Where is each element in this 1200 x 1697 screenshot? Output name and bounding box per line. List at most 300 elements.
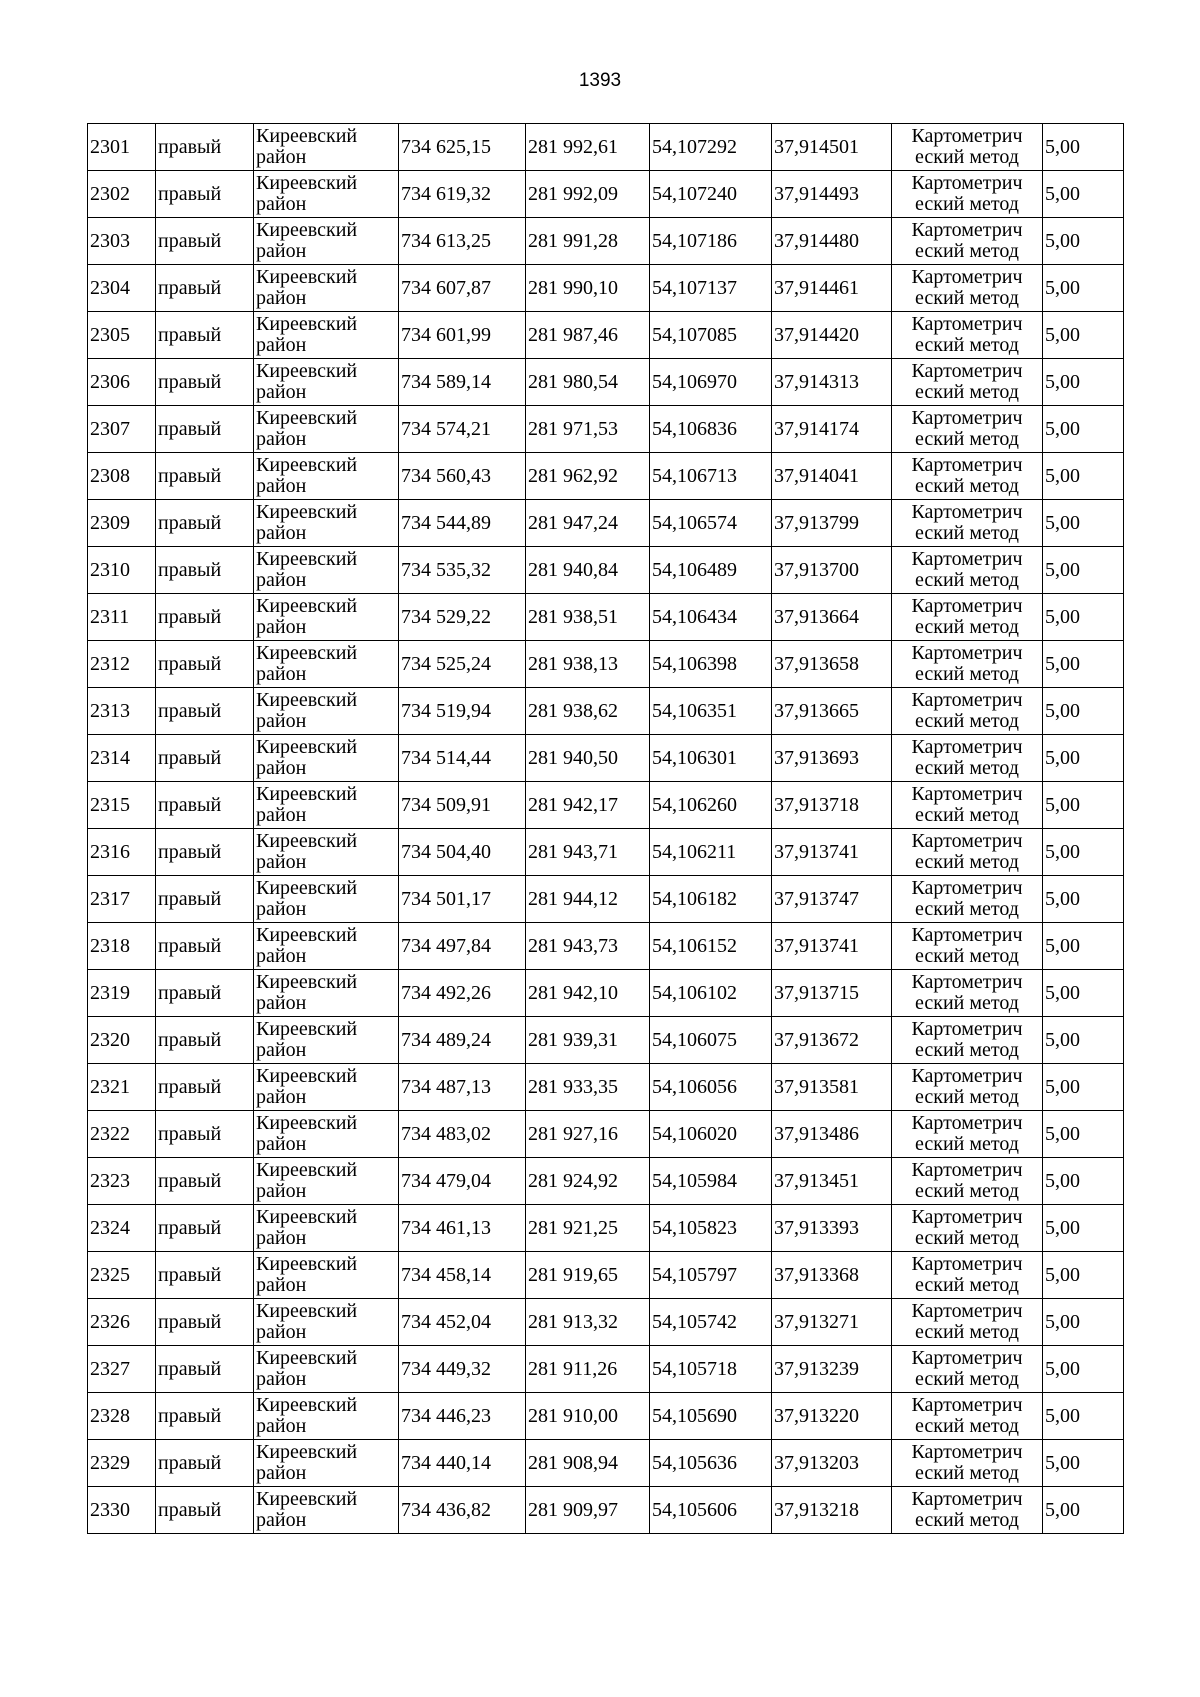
cell-point-number: 2307 [88, 406, 156, 453]
method-line-1: Картометрич [911, 595, 1023, 617]
district-line-2: район [256, 381, 307, 403]
cell-method [892, 829, 1043, 876]
cell-accuracy: 5,00 [1043, 1205, 1124, 1252]
cell-x-coordinate: 734 440,14 [399, 1440, 526, 1487]
table-row [88, 782, 1124, 829]
method-line-1: Картометрич [911, 313, 1023, 335]
method-line-1: Картометрич [911, 1394, 1023, 1416]
cell-point-number: 2303 [88, 218, 156, 265]
cell-latitude: 54,107292 [650, 124, 772, 171]
cell-district [254, 406, 399, 453]
cell-latitude: 54,106260 [650, 782, 772, 829]
method-line-2: еский метод [915, 992, 1019, 1014]
cell-x-coordinate: 734 544,89 [399, 500, 526, 547]
cell-accuracy: 5,00 [1043, 1346, 1124, 1393]
table-row [88, 876, 1124, 923]
cell-longitude: 37,914461 [772, 265, 892, 312]
cell-side: правый [156, 688, 254, 735]
cell-y-coordinate: 281 992,09 [526, 171, 650, 218]
cell-y-coordinate: 281 943,71 [526, 829, 650, 876]
district-line-1: Киреевский [256, 830, 358, 852]
district-line-2: район [256, 992, 307, 1014]
cell-method [892, 1393, 1043, 1440]
district-line-2: район [256, 663, 307, 685]
district-line-2: район [256, 1133, 307, 1155]
cell-method [892, 1440, 1043, 1487]
cell-accuracy: 5,00 [1043, 547, 1124, 594]
method-line-2: еский метод [915, 1274, 1019, 1296]
cell-longitude: 37,913718 [772, 782, 892, 829]
cell-latitude: 54,105606 [650, 1487, 772, 1534]
district-line-1: Киреевский [256, 266, 358, 288]
method-line-2: еский метод [915, 1227, 1019, 1249]
cell-accuracy: 5,00 [1043, 735, 1124, 782]
district-line-1: Киреевский [256, 595, 358, 617]
cell-y-coordinate: 281 943,73 [526, 923, 650, 970]
cell-method [892, 1064, 1043, 1111]
cell-longitude: 37,913664 [772, 594, 892, 641]
cell-longitude: 37,913368 [772, 1252, 892, 1299]
cell-longitude: 37,913741 [772, 829, 892, 876]
district-line-2: район [256, 569, 307, 591]
district-line-1: Киреевский [256, 1206, 358, 1228]
cell-district [254, 1205, 399, 1252]
district-line-1: Киреевский [256, 689, 358, 711]
cell-district [254, 1487, 399, 1534]
cell-method [892, 1205, 1043, 1252]
method-line-2: еский метод [915, 1039, 1019, 1061]
table-row [88, 1393, 1124, 1440]
cell-district [254, 970, 399, 1017]
cell-x-coordinate: 734 452,04 [399, 1299, 526, 1346]
cell-side: правый [156, 1111, 254, 1158]
page-number: 1393 [578, 70, 622, 91]
table-row [88, 594, 1124, 641]
cell-x-coordinate: 734 501,17 [399, 876, 526, 923]
cell-accuracy: 5,00 [1043, 970, 1124, 1017]
district-line-1: Киреевский [256, 1112, 358, 1134]
cell-y-coordinate: 281 980,54 [526, 359, 650, 406]
cell-point-number: 2301 [88, 124, 156, 171]
cell-district [254, 265, 399, 312]
cell-side: правый [156, 1440, 254, 1487]
method-line-1: Картометрич [911, 971, 1023, 993]
table-row [88, 312, 1124, 359]
cell-point-number: 2306 [88, 359, 156, 406]
district-line-2: район [256, 616, 307, 638]
method-line-1: Картометрич [911, 783, 1023, 805]
cell-x-coordinate: 734 479,04 [399, 1158, 526, 1205]
cell-longitude: 37,914041 [772, 453, 892, 500]
district-line-2: район [256, 710, 307, 732]
cell-method [892, 359, 1043, 406]
cell-y-coordinate: 281 927,16 [526, 1111, 650, 1158]
cell-side: правый [156, 1158, 254, 1205]
district-line-1: Киреевский [256, 219, 358, 241]
cell-district [254, 218, 399, 265]
cell-accuracy: 5,00 [1043, 594, 1124, 641]
cell-x-coordinate: 734 509,91 [399, 782, 526, 829]
cell-x-coordinate: 734 436,82 [399, 1487, 526, 1534]
cell-district [254, 876, 399, 923]
cell-y-coordinate: 281 940,50 [526, 735, 650, 782]
cell-district [254, 1393, 399, 1440]
cell-side: правый [156, 1299, 254, 1346]
district-line-2: район [256, 522, 307, 544]
method-line-2: еский метод [915, 898, 1019, 920]
cell-method [892, 970, 1043, 1017]
cell-method [892, 124, 1043, 171]
cell-latitude: 54,105636 [650, 1440, 772, 1487]
cell-latitude: 54,105742 [650, 1299, 772, 1346]
cell-accuracy: 5,00 [1043, 688, 1124, 735]
cell-latitude: 54,106301 [650, 735, 772, 782]
cell-side: правый [156, 782, 254, 829]
cell-latitude: 54,105718 [650, 1346, 772, 1393]
cell-x-coordinate: 734 492,26 [399, 970, 526, 1017]
cell-point-number: 2313 [88, 688, 156, 735]
cell-point-number: 2324 [88, 1205, 156, 1252]
cell-x-coordinate: 734 504,40 [399, 829, 526, 876]
method-line-2: еский метод [915, 1180, 1019, 1202]
cell-longitude: 37,913693 [772, 735, 892, 782]
cell-district [254, 1299, 399, 1346]
cell-accuracy: 5,00 [1043, 1252, 1124, 1299]
district-line-1: Киреевский [256, 1159, 358, 1181]
district-line-2: район [256, 1368, 307, 1390]
cell-accuracy: 5,00 [1043, 1064, 1124, 1111]
cell-longitude: 37,913799 [772, 500, 892, 547]
cell-x-coordinate: 734 607,87 [399, 265, 526, 312]
cell-accuracy: 5,00 [1043, 1158, 1124, 1205]
cell-y-coordinate: 281 991,28 [526, 218, 650, 265]
table-row [88, 1440, 1124, 1487]
cell-district [254, 1158, 399, 1205]
cell-latitude: 54,106351 [650, 688, 772, 735]
cell-x-coordinate: 734 529,22 [399, 594, 526, 641]
method-line-1: Картометрич [911, 548, 1023, 570]
cell-district [254, 782, 399, 829]
cell-latitude: 54,107186 [650, 218, 772, 265]
district-line-2: район [256, 1321, 307, 1343]
cell-x-coordinate: 734 525,24 [399, 641, 526, 688]
cell-accuracy: 5,00 [1043, 1017, 1124, 1064]
cell-method [892, 1158, 1043, 1205]
cell-side: правый [156, 829, 254, 876]
cell-x-coordinate: 734 601,99 [399, 312, 526, 359]
district-line-2: район [256, 1509, 307, 1531]
district-line-2: район [256, 757, 307, 779]
cell-longitude: 37,913486 [772, 1111, 892, 1158]
cell-latitude: 54,106713 [650, 453, 772, 500]
district-line-1: Киреевский [256, 548, 358, 570]
method-line-2: еский метод [915, 428, 1019, 450]
cell-longitude: 37,913271 [772, 1299, 892, 1346]
table-body [88, 124, 1124, 1534]
cell-latitude: 54,105984 [650, 1158, 772, 1205]
cell-latitude: 54,105823 [650, 1205, 772, 1252]
cell-accuracy: 5,00 [1043, 641, 1124, 688]
cell-accuracy: 5,00 [1043, 1111, 1124, 1158]
table-row [88, 1205, 1124, 1252]
cell-longitude: 37,913715 [772, 970, 892, 1017]
cell-latitude: 54,106489 [650, 547, 772, 594]
cell-district [254, 1346, 399, 1393]
cell-side: правый [156, 1487, 254, 1534]
method-line-1: Картометрич [911, 1112, 1023, 1134]
cell-latitude: 54,105690 [650, 1393, 772, 1440]
cell-side: правый [156, 594, 254, 641]
cell-point-number: 2305 [88, 312, 156, 359]
cell-y-coordinate: 281 987,46 [526, 312, 650, 359]
table-row [88, 500, 1124, 547]
cell-y-coordinate: 281 971,53 [526, 406, 650, 453]
district-line-1: Киреевский [256, 407, 358, 429]
cell-side: правый [156, 1205, 254, 1252]
cell-side: правый [156, 453, 254, 500]
method-line-2: еский метод [915, 945, 1019, 967]
cell-method [892, 688, 1043, 735]
cell-longitude: 37,914174 [772, 406, 892, 453]
method-line-1: Картометрич [911, 877, 1023, 899]
cell-district [254, 453, 399, 500]
cell-district [254, 641, 399, 688]
cell-side: правый [156, 1064, 254, 1111]
cell-longitude: 37,913218 [772, 1487, 892, 1534]
district-line-1: Киреевский [256, 736, 358, 758]
district-line-1: Киреевский [256, 1394, 358, 1416]
cell-point-number: 2317 [88, 876, 156, 923]
district-line-1: Киреевский [256, 1065, 358, 1087]
cell-district [254, 735, 399, 782]
method-line-1: Картометрич [911, 407, 1023, 429]
method-line-2: еский метод [915, 851, 1019, 873]
district-line-2: район [256, 945, 307, 967]
cell-side: правый [156, 500, 254, 547]
cell-longitude: 37,913747 [772, 876, 892, 923]
cell-side: правый [156, 735, 254, 782]
cell-longitude: 37,913581 [772, 1064, 892, 1111]
cell-side: правый [156, 970, 254, 1017]
district-line-2: район [256, 1415, 307, 1437]
cell-x-coordinate: 734 514,44 [399, 735, 526, 782]
cell-method [892, 594, 1043, 641]
cell-point-number: 2325 [88, 1252, 156, 1299]
cell-latitude: 54,106056 [650, 1064, 772, 1111]
district-line-1: Киреевский [256, 360, 358, 382]
cell-district [254, 1111, 399, 1158]
cell-x-coordinate: 734 487,13 [399, 1064, 526, 1111]
district-line-1: Киреевский [256, 1488, 358, 1510]
cell-latitude: 54,106020 [650, 1111, 772, 1158]
cell-method [892, 171, 1043, 218]
cell-method [892, 218, 1043, 265]
method-line-1: Картометрич [911, 1300, 1023, 1322]
cell-accuracy: 5,00 [1043, 1440, 1124, 1487]
cell-accuracy: 5,00 [1043, 171, 1124, 218]
cell-accuracy: 5,00 [1043, 124, 1124, 171]
district-line-2: район [256, 804, 307, 826]
cell-x-coordinate: 734 625,15 [399, 124, 526, 171]
cell-method [892, 265, 1043, 312]
cell-side: правый [156, 1017, 254, 1064]
cell-longitude: 37,913239 [772, 1346, 892, 1393]
cell-accuracy: 5,00 [1043, 500, 1124, 547]
district-line-1: Киреевский [256, 783, 358, 805]
method-line-2: еский метод [915, 334, 1019, 356]
cell-longitude: 37,913741 [772, 923, 892, 970]
table-row [88, 641, 1124, 688]
district-line-2: район [256, 851, 307, 873]
cell-method [892, 547, 1043, 594]
cell-y-coordinate: 281 919,65 [526, 1252, 650, 1299]
district-line-2: район [256, 475, 307, 497]
district-line-1: Киреевский [256, 971, 358, 993]
district-line-1: Киреевский [256, 454, 358, 476]
cell-side: правый [156, 923, 254, 970]
cell-x-coordinate: 734 589,14 [399, 359, 526, 406]
cell-accuracy: 5,00 [1043, 265, 1124, 312]
district-line-1: Киреевский [256, 877, 358, 899]
district-line-2: район [256, 240, 307, 262]
cell-y-coordinate: 281 939,31 [526, 1017, 650, 1064]
cell-point-number: 2319 [88, 970, 156, 1017]
table-row [88, 923, 1124, 970]
cell-accuracy: 5,00 [1043, 923, 1124, 970]
cell-longitude: 37,913220 [772, 1393, 892, 1440]
cell-longitude: 37,913451 [772, 1158, 892, 1205]
cell-x-coordinate: 734 619,32 [399, 171, 526, 218]
method-line-2: еский метод [915, 1415, 1019, 1437]
table-row [88, 829, 1124, 876]
cell-longitude: 37,914480 [772, 218, 892, 265]
cell-point-number: 2321 [88, 1064, 156, 1111]
cell-y-coordinate: 281 990,10 [526, 265, 650, 312]
cell-method [892, 500, 1043, 547]
cell-latitude: 54,106398 [650, 641, 772, 688]
cell-longitude: 37,913203 [772, 1440, 892, 1487]
cell-side: правый [156, 876, 254, 923]
coordinates-table [87, 123, 1124, 1534]
cell-point-number: 2329 [88, 1440, 156, 1487]
table-row [88, 547, 1124, 594]
district-line-1: Киреевский [256, 924, 358, 946]
method-line-1: Картометрич [911, 266, 1023, 288]
cell-x-coordinate: 734 519,94 [399, 688, 526, 735]
cell-x-coordinate: 734 458,14 [399, 1252, 526, 1299]
cell-longitude: 37,913700 [772, 547, 892, 594]
cell-method [892, 1487, 1043, 1534]
cell-point-number: 2318 [88, 923, 156, 970]
method-line-1: Картометрич [911, 1206, 1023, 1228]
cell-side: правый [156, 171, 254, 218]
cell-point-number: 2308 [88, 453, 156, 500]
cell-y-coordinate: 281 909,97 [526, 1487, 650, 1534]
method-line-1: Картометрич [911, 501, 1023, 523]
table-row [88, 1158, 1124, 1205]
method-line-2: еский метод [915, 475, 1019, 497]
method-line-1: Картометрич [911, 1441, 1023, 1463]
cell-side: правый [156, 218, 254, 265]
table-row [88, 218, 1124, 265]
cell-accuracy: 5,00 [1043, 453, 1124, 500]
cell-latitude: 54,106434 [650, 594, 772, 641]
method-line-2: еский метод [915, 569, 1019, 591]
cell-x-coordinate: 734 535,32 [399, 547, 526, 594]
method-line-2: еский метод [915, 710, 1019, 732]
cell-point-number: 2304 [88, 265, 156, 312]
method-line-1: Картометрич [911, 219, 1023, 241]
cell-x-coordinate: 734 497,84 [399, 923, 526, 970]
cell-y-coordinate: 281 947,24 [526, 500, 650, 547]
method-line-1: Картометрич [911, 1488, 1023, 1510]
cell-point-number: 2330 [88, 1487, 156, 1534]
cell-longitude: 37,914420 [772, 312, 892, 359]
cell-point-number: 2309 [88, 500, 156, 547]
district-line-2: район [256, 146, 307, 168]
cell-longitude: 37,913665 [772, 688, 892, 735]
cell-point-number: 2314 [88, 735, 156, 782]
district-line-2: район [256, 287, 307, 309]
cell-y-coordinate: 281 938,51 [526, 594, 650, 641]
cell-side: правый [156, 406, 254, 453]
cell-y-coordinate: 281 942,10 [526, 970, 650, 1017]
cell-district [254, 171, 399, 218]
cell-side: правый [156, 312, 254, 359]
cell-district [254, 829, 399, 876]
method-line-2: еский метод [915, 146, 1019, 168]
cell-x-coordinate: 734 461,13 [399, 1205, 526, 1252]
cell-accuracy: 5,00 [1043, 1393, 1124, 1440]
district-line-1: Киреевский [256, 313, 358, 335]
table-row [88, 1487, 1124, 1534]
method-line-2: еский метод [915, 381, 1019, 403]
cell-method [892, 782, 1043, 829]
cell-y-coordinate: 281 924,92 [526, 1158, 650, 1205]
district-line-2: район [256, 1039, 307, 1061]
cell-latitude: 54,106836 [650, 406, 772, 453]
method-line-1: Картометрич [911, 924, 1023, 946]
cell-method [892, 406, 1043, 453]
cell-longitude: 37,914493 [772, 171, 892, 218]
cell-method [892, 1017, 1043, 1064]
method-line-2: еский метод [915, 1321, 1019, 1343]
cell-y-coordinate: 281 913,32 [526, 1299, 650, 1346]
cell-side: правый [156, 641, 254, 688]
cell-latitude: 54,106152 [650, 923, 772, 970]
cell-longitude: 37,914501 [772, 124, 892, 171]
cell-y-coordinate: 281 933,35 [526, 1064, 650, 1111]
district-line-2: район [256, 334, 307, 356]
cell-accuracy: 5,00 [1043, 312, 1124, 359]
cell-method [892, 735, 1043, 782]
table-row [88, 735, 1124, 782]
table-row [88, 1064, 1124, 1111]
cell-district [254, 124, 399, 171]
cell-accuracy: 5,00 [1043, 829, 1124, 876]
method-line-2: еский метод [915, 804, 1019, 826]
method-line-2: еский метод [915, 1462, 1019, 1484]
cell-y-coordinate: 281 992,61 [526, 124, 650, 171]
cell-point-number: 2328 [88, 1393, 156, 1440]
cell-point-number: 2311 [88, 594, 156, 641]
cell-y-coordinate: 281 938,13 [526, 641, 650, 688]
cell-district [254, 923, 399, 970]
cell-district [254, 594, 399, 641]
cell-latitude: 54,105797 [650, 1252, 772, 1299]
cell-latitude: 54,106211 [650, 829, 772, 876]
cell-y-coordinate: 281 942,17 [526, 782, 650, 829]
